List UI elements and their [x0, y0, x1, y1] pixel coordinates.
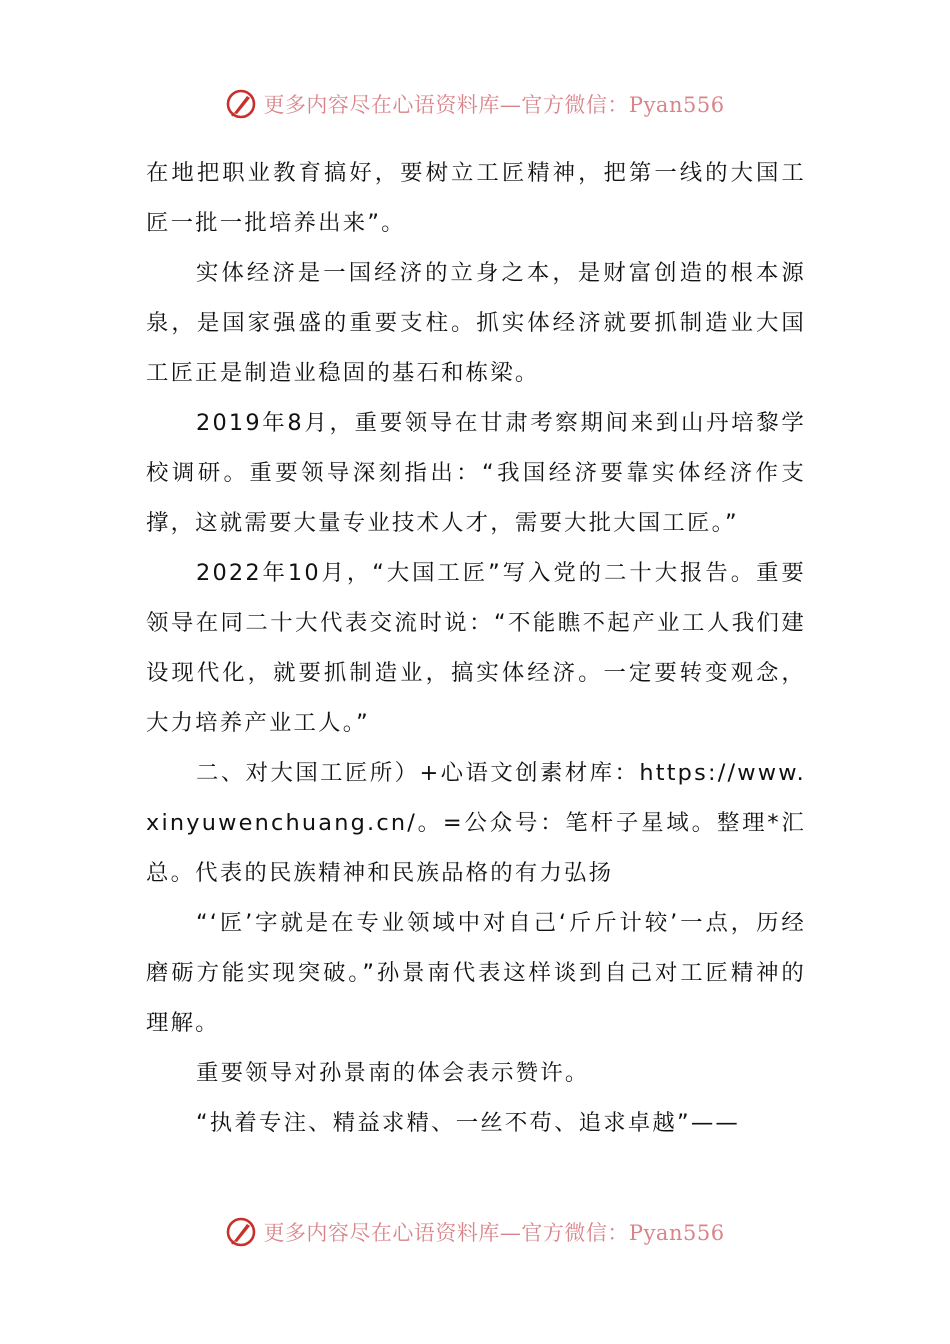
paragraph-5: 二、对大国工匠所）+心语文创素材库：https://www.xinyuwenchuang.cn/。=公众号：笔杆子星域。整理*汇总。代表的民族精神和民族品格的有力弘扬: [146, 760, 806, 886]
quill-pen-icon: [225, 1216, 257, 1248]
quill-pen-icon: [225, 88, 257, 120]
paragraph-7: 重要领导对孙景南的体会表示赞许。: [196, 1060, 590, 1086]
header-banner: [0, 84, 950, 124]
paragraph-4: 2022年10月，“大国工匠”写入党的二十大报告。重要领导在同二十大代表交流时说：“不能瞧不起产业工人我们建设现代化，就要抓制造业，搞实体经济。一定要转变观念，大力培养产业工人。”: [146, 560, 806, 736]
document-body: [146, 148, 806, 1148]
paragraph-3: 2019年8月，重要领导在甘肃考察期间来到山丹培黎学校调研。重要领导深刻指出：“我国经济要靠实体经济作支撑，这就需要大量专业技术人才，需要大批大国工匠。”: [146, 410, 806, 536]
banner-text: 更多内容尽在心语资料库—官方微信：Pyan556: [263, 1221, 725, 1245]
paragraph-1: 在地把职业教育搞好，要树立工匠精神，把第一线的大国工匠一批一批培养出来”。: [146, 160, 806, 236]
footer-banner: [0, 1212, 950, 1252]
paragraph-2: 实体经济是一国经济的立身之本，是财富创造的根本源泉，是国家强盛的重要支柱。抓实体经济就要抓制造业大国工匠正是制造业稳固的基石和栋梁。: [146, 260, 806, 386]
paragraph-6: “‘匠’字就是在专业领域中对自己‘斤斤计较’一点，历经磨砺方能实现突破。”孙景南代表这样谈到自己对工匠精神的理解。: [146, 910, 806, 1036]
paragraph-8: “执着专注、精益求精、一丝不苟、追求卓越”——: [196, 1110, 741, 1136]
banner-text: 更多内容尽在心语资料库—官方微信：Pyan556: [263, 93, 725, 117]
